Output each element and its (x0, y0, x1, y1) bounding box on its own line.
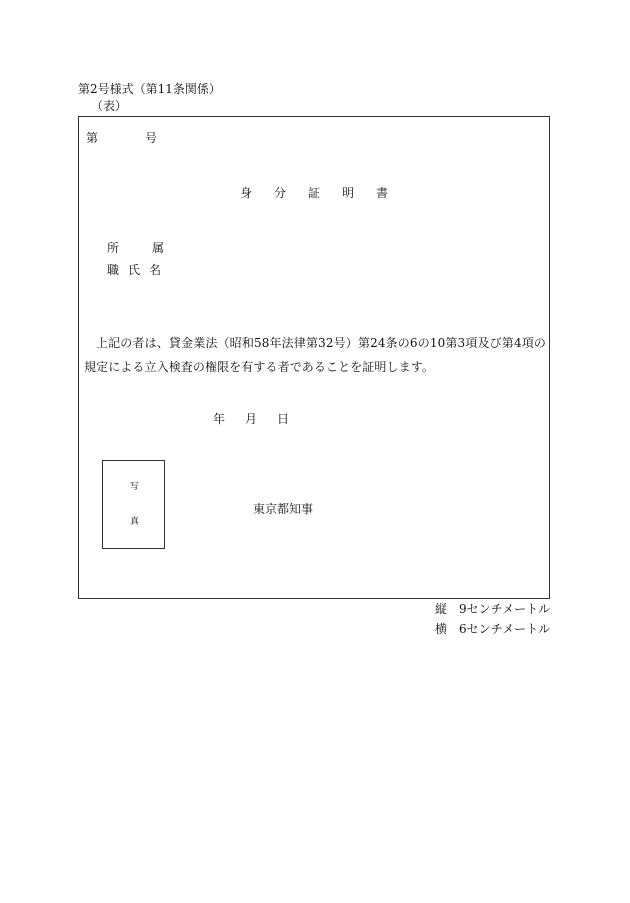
certification-statement: 上記の者は、貸金業法（昭和58年法律第32号）第24条の6の10第3項及び第4項の規定による立入検査の権限を有する者であることを証明します。 (84, 336, 546, 374)
photo-label-char-2: 真 (130, 517, 140, 527)
certificate-number-suffix: 号 (145, 131, 158, 145)
document-title: 身分証明書 (239, 186, 410, 200)
photo-label-char-1: 写 (130, 482, 140, 492)
date-line: 年月日 (213, 412, 310, 426)
size-note-horizontal: 横 6センチメートル (435, 622, 551, 636)
photo-box (102, 460, 165, 549)
size-note-vertical: 縦 9センチメートル (435, 602, 551, 616)
side-label: （表） (91, 99, 128, 113)
issuer-title: 東京都知事 (253, 502, 314, 516)
affiliation-label: 所属 (107, 241, 198, 255)
name-label: 職氏名 (107, 263, 171, 277)
form-heading: 第2号様式（第11条関係） (78, 82, 221, 96)
certificate-number-prefix: 第 (86, 131, 99, 145)
